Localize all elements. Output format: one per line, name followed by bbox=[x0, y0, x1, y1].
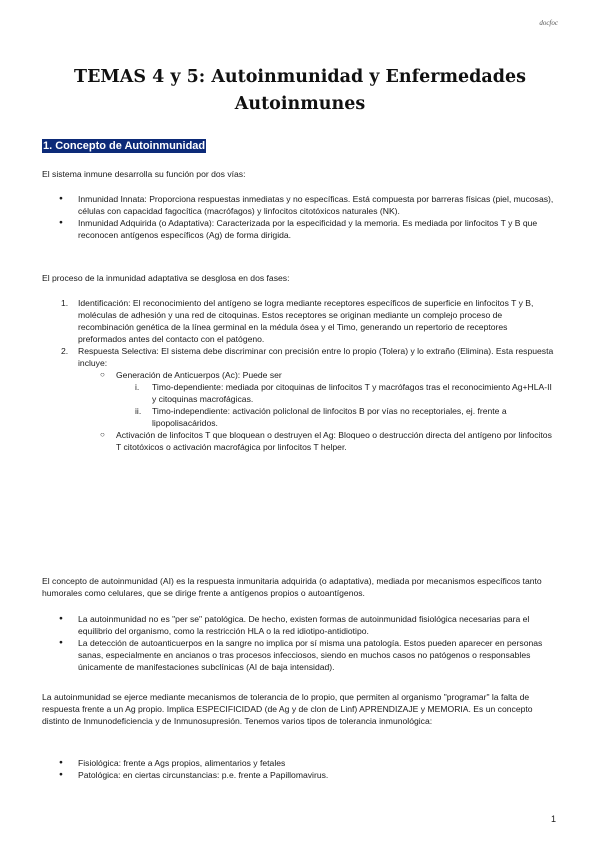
list-item bbox=[42, 345, 557, 369]
page-title: TEMAS 4 y 5: Autoinmunidad y Enfermedades Autoinmunes bbox=[74, 67, 526, 114]
list-item bbox=[42, 405, 557, 429]
section-heading: 1. Concepto de Autoinmunidad bbox=[43, 140, 206, 152]
list-marker: ii. bbox=[135, 406, 142, 416]
tolerancia-text: La autoinmunidad se ejerce mediante mecanismos de tolerancia de lo propio, que permiten al organismo "programar" la falta de respuesta frente a un Ag propio. Implica ESPECIFICIDAD (de Ag y de clon de Linf) APRENDIZAJE y MEMORIA. Es un concepto distinto de Inmunodeficiencia y de Inmunosupresión. Tenemos varios tipos de tolerancia inmunológica: bbox=[42, 692, 533, 726]
list-item: ● Inmunidad Innata: Proporciona respuestas inmediatas y no específicas. Está compuesta por barreras físicas (piel, mucosas), células con capacidad fagocítica (macrófagos) y linfocitos citotóxicos naturales (NK). bbox=[42, 193, 557, 217]
intro-paragraph bbox=[42, 168, 557, 180]
watermark: docfoc bbox=[539, 19, 558, 27]
list-item: ● Inmunidad Adquirida (o Adaptativa): Caracterizada por la especificidad y la memoria. Es mediada por linfocitos T y B que reconocen antígenos específicos (Ag) de forma dirigida. bbox=[42, 217, 557, 241]
puntos-list bbox=[42, 613, 557, 673]
fase-text: Identificación: El reconocimiento del antígeno se logra mediante receptores específicos de superficie en linfocitos T y B, moléculas de adhesión y una red de citoquinas. Estos receptores se originan mediante un complejo proceso de recombinación genética de la línea germinal en la médula ósea y el Timo, generando un repertorio de receptores preformados antes del contacto con el patógeno. bbox=[78, 298, 534, 344]
fase-text: Respuesta Selectiva: El sistema debe discriminar con precisión entre lo propio (Tolera) y lo extraño (Elimina). Esta respuesta incluye: bbox=[78, 346, 554, 368]
vias-list bbox=[42, 193, 557, 241]
concepto-paragraph bbox=[42, 575, 557, 599]
list-item: ● Fisiológica: frente a Ags propios, alimentarios y fetales bbox=[42, 757, 557, 769]
tipos-list bbox=[42, 757, 557, 781]
page-number: 1 bbox=[550, 814, 556, 824]
sub-text: Activación de linfocitos T que bloquean o destruyen el Ag: Bloqueo o destrucción directa del antígeno por linfocitos T citotóxicos o activación macrofágica por linfocitos T helper. bbox=[116, 430, 552, 452]
concepto-text: El concepto de autoinmunidad (AI) es la respuesta inmunitaria adquirida (o adaptativa), mediada por mecanismos específicos tanto humorales como celulares, que se dirige frente a antígenos propios o autoantígenos. bbox=[42, 576, 542, 598]
list-item: ● La autoinmunidad no es "per se" patológica. De hecho, existen formas de autoinmunidad fisiológica necesarias para el equilibrio del organismo, como la restricción HLA o la red idiotipo-antidiotipo. bbox=[42, 613, 557, 637]
list-marker: 2. bbox=[61, 346, 69, 356]
list-item: ● Patológica: en ciertas circunstancias: p.e. frente a Papillomavirus. bbox=[42, 769, 557, 781]
tolerancia-paragraph bbox=[42, 691, 557, 727]
list-item bbox=[42, 297, 557, 345]
intro-text: El sistema inmune desarrolla su función por dos vías: bbox=[42, 169, 246, 179]
list-item bbox=[42, 369, 557, 381]
list-marker: 1. bbox=[61, 298, 69, 308]
fases-intro-text: El proceso de la inmunidad adaptativa se desglosa en dos fases: bbox=[42, 273, 290, 283]
sub-text: Timo-dependiente: mediada por citoquinas de linfocitos T y macrófagos tras el reconocimiento Ag+HLA-II y citoquinas macrofágicas. bbox=[152, 382, 552, 404]
list-marker: i. bbox=[135, 382, 140, 392]
list-item bbox=[42, 429, 557, 453]
fases-list bbox=[42, 297, 557, 453]
fases-intro-paragraph bbox=[42, 272, 557, 284]
list-item bbox=[42, 381, 557, 405]
sub-text: Generación de Anticuerpos (Ac): Puede ser bbox=[116, 370, 282, 380]
sub-text: Timo-independiente: activación policlonal de linfocitos B por vías no receptoriales, ej. frente a lipopolisacáridos. bbox=[152, 406, 507, 428]
list-item: ● La detección de autoanticuerpos en la sangre no implica por sí misma una patología. Estos pueden aparecer en personas sanas, especialmente en ancianos o tras procesos infecciosos, siendo en muchos casos no patógenos o responsables únicamente de manifestaciones subclínicas (AI de baja intensidad). bbox=[42, 637, 557, 673]
